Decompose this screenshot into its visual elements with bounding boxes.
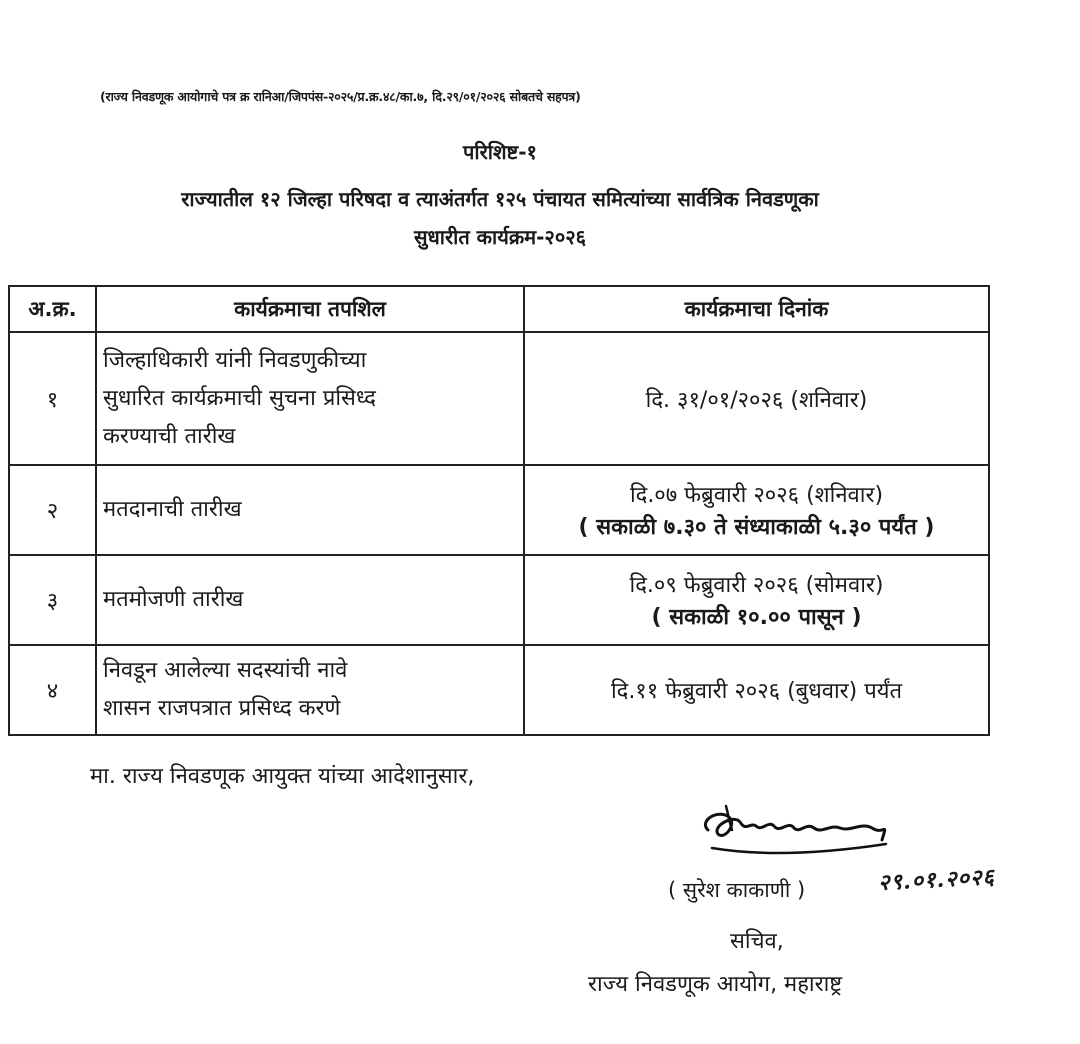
time-note: ( सकाळी १०.०० पासून ): [651, 605, 862, 630]
date-text: दि.०९ फेब्रुवारी २०२६ (सोमवार): [629, 573, 884, 598]
header-serial: अ.क्र.: [9, 286, 96, 332]
row-serial: २: [9, 465, 96, 555]
detail-line: शासन राजपत्रात प्रसिध्द करणे: [103, 696, 341, 721]
row-detail: [96, 465, 524, 555]
table-row: [9, 555, 989, 645]
detail-line: करण्याची तारीख: [103, 423, 236, 449]
reference-line: (राज्य निवडणूक आयोगाचे पत्र क्र रानिआ/जिपपंस-२०२५/प्र.क्र.४८/का.७, दि.२९/०१/२०२६ सोबतचे सहपत्र): [100, 89, 581, 104]
signer-name: ( सुरेश काकाणी ): [668, 878, 806, 902]
signer-office: राज्य निवडणूक आयोग, महाराष्ट्र: [588, 972, 843, 997]
handwritten-date: २९.०१.२०२६: [877, 863, 996, 897]
row-detail: [96, 645, 524, 735]
table-header-row: [9, 286, 989, 332]
signature-image: [690, 800, 900, 864]
date-text: दि.०७ फेब्रुवारी २०२६ (शनिवार): [629, 483, 884, 508]
annex-title: परिशिष्ट-१: [463, 140, 537, 164]
schedule-table: [8, 285, 990, 736]
date-text: दि.११ फेब्रुवारी २०२६ (बुधवार) पर्यंत: [610, 679, 903, 704]
row-detail: [96, 332, 524, 465]
document-heading: [20, 180, 980, 256]
heading-line-2: सुधारीत कार्यक्रम-२०२६: [413, 225, 587, 249]
order-line: मा. राज्य निवडणूक आयुक्त यांच्या आदेशानुसार,: [90, 764, 475, 789]
time-note: ( सकाळी ७.३० ते संध्याकाळी ५.३० पर्यंत ): [578, 515, 935, 540]
table-row: [9, 645, 989, 735]
heading-line-1: राज्यातील १२ जिल्हा परिषदा व त्याअंतर्गत १२५ पंचायत समित्यांच्या सार्वत्रिक निवडणूका: [181, 187, 819, 211]
row-detail: [96, 555, 524, 645]
row-date: [524, 332, 989, 465]
signer-designation: सचिव,: [730, 929, 784, 954]
date-text: दि. ३१/०१/२०२६ (शनिवार): [645, 387, 868, 413]
detail-line: मतमोजणी तारीख: [103, 587, 244, 612]
table-row: [9, 332, 989, 465]
row-date: [524, 645, 989, 735]
header-detail: कार्यक्रमाचा तपशिल: [96, 286, 524, 332]
header-date: कार्यक्रमाचा दिनांक: [524, 286, 989, 332]
row-serial: ४: [9, 645, 96, 735]
row-serial: ३: [9, 555, 96, 645]
detail-line: जिल्हाधिकारी यांनी निवडणुकीच्या: [103, 347, 367, 373]
row-date: [524, 465, 989, 555]
row-serial: १: [9, 332, 96, 465]
row-date: [524, 555, 989, 645]
detail-line: निवडून आलेल्या सदस्यांची नावे: [103, 658, 348, 683]
detail-line: सुधारित कार्यक्रमाची सुचना प्रसिध्द: [103, 385, 376, 411]
detail-line: मतदानाची तारीख: [103, 497, 242, 522]
table-row: [9, 465, 989, 555]
